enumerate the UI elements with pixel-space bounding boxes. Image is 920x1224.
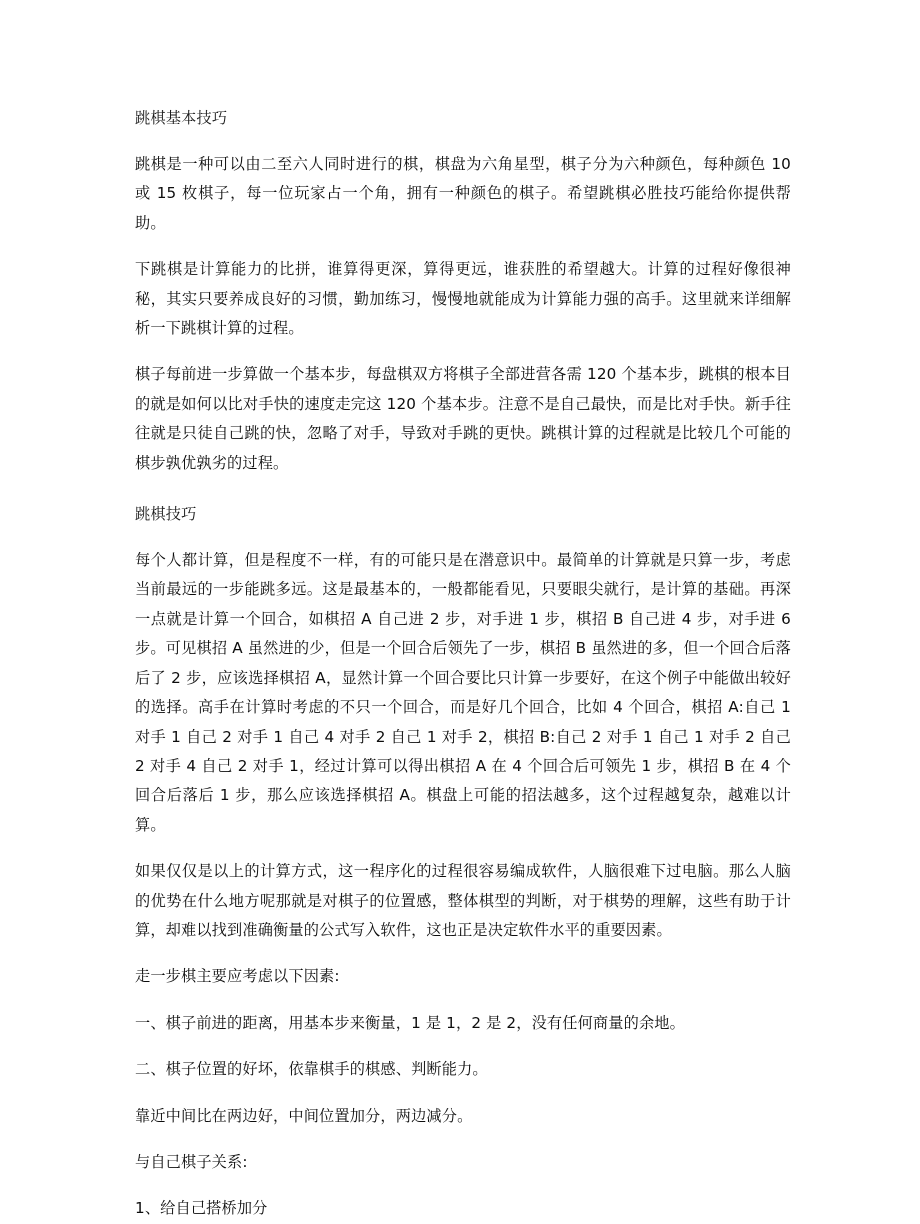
paragraph-intro: 跳棋是一种可以由二至六人同时进行的棋，棋盘为六角星型，棋子分为六种颜色，每种颜色 10 或 15 枚棋子，每一位玩家占一个角，拥有一种颜色的棋子。希望跳棋必胜技巧能给你提供帮助。 xyxy=(135,155,791,232)
paragraph-everyone-calculates: 每个人都计算，但是程度不一样，有的可能只是在潜意识中。最简单的计算就是只算一步，考虑当前最远的一步能跳多远。这是最基本的，一般都能看见，只要眼尖就行，是计算的基础。再深一点就是计算一个回合，如棋招 A 自己进 2 步，对手进 1 步，棋招 B 自己进 4 步，对手进 6 步。可见棋招 A 虽然进的少，但是一个回合后领先了一步，棋招 B 虽然进的多，但一个回合后落后了 2 步，应该选择棋招 A，显然计算一个回合要比只计算一步要好，在这个例子中能做出较好的选择。高手在计算时考虑的不只一个回合，而是好几个回合，比如 4 个回合，棋招 A:自己 1 对手 1 自己 2 对手 1 自己 4 对手 2 自己 1 对手 2，棋招 B:自己 2 对手 1 自己 1 对手 2 自己 2 对手 4 自己 2 对手 1，经过计算可以得出棋招 A 在 4 个回合后可领先 1 步，棋招 B 在 4 个回合后落后 1 步，那么应该选择棋招 A。棋盘上可能的招法越多，这个过程越复杂，越难以计算。 xyxy=(135,551,791,834)
paragraph-software-vs-human: 如果仅仅是以上的计算方式，这一程序化的过程很容易编成软件，人脑很难下过电脑。那么人脑的优势在什么地方呢那就是对棋子的位置感，整体棋型的判断，对于棋势的理解，这些有助于计算，却难以找到准确衡量的公式写入软件，这也正是决定软件水平的重要因素。 xyxy=(135,862,791,939)
paragraph-own-pieces-relation: 与自己棋子关系: xyxy=(135,1152,248,1171)
section-heading-skills: 跳棋技巧 xyxy=(135,505,197,524)
paragraph-calculation-contest: 下跳棋是计算能力的比拼，谁算得更深，算得更远，谁获胜的希望越大。计算的过程好像很神秘，其实只要养成良好的习惯，勤加练习，慢慢地就能成为计算能力强的高手。这里就来详细解析一下跳棋计算的过程。 xyxy=(135,260,791,338)
paragraph-factors-intro: 走一步棋主要应考虑以下因素: xyxy=(135,967,340,986)
paragraph-factor-one-distance: 一、棋子前进的距离，用基本步来衡量，1 是 1，2 是 2，没有任何商量的余地。 xyxy=(135,1013,685,1032)
paragraph-factor-two-position: 二、棋子位置的好坏，依靠棋手的棋感、判断能力。 xyxy=(135,1060,488,1079)
paragraph-center-vs-sides: 靠近中间比在两边好，中间位置加分，两边减分。 xyxy=(135,1106,473,1125)
paragraph-list-item-bridge-bonus: 1、给自己搭桥加分 xyxy=(135,1199,268,1218)
document-body xyxy=(135,104,791,1224)
paragraph-basic-steps: 棋子每前进一步算做一个基本步，每盘棋双方将棋子全部进营各需 120 个基本步，跳棋的根本目的就是如何以比对手快的速度走完这 120 个基本步。注意不是自己最快，而是比对手快。新手往往就是只徒自己跳的快，忽略了对手，导致对手跳的更快。跳棋计算的过程就是比较几个可能的棋步孰优孰劣的过程。 xyxy=(135,365,791,472)
section-heading-basic-skills: 跳棋基本技巧 xyxy=(135,109,228,127)
